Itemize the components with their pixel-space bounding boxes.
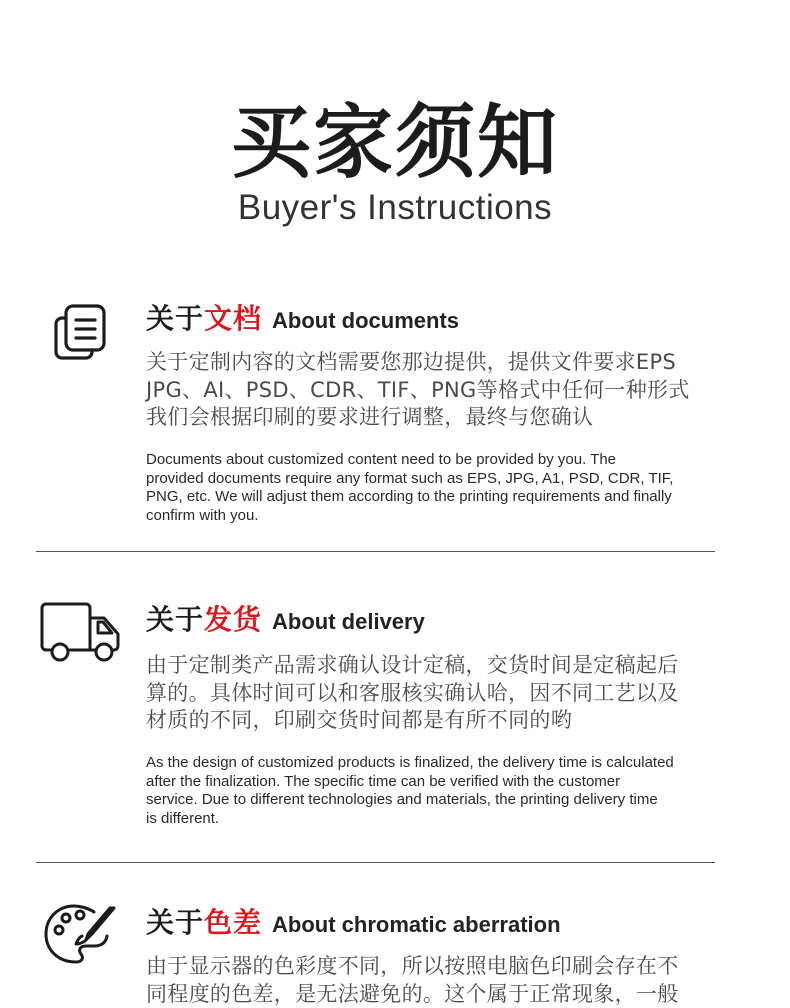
- body-cn-line: 关于定制内容的文档需要您那边提供，提供文件要求EPS: [146, 349, 706, 377]
- body-cn-line: 由于定制类产品需求确认设计定稿，交货时间是定稿起后: [146, 652, 706, 680]
- body-en-line: PNG, etc. We will adjust them according to the printing requirements and finally: [146, 488, 702, 507]
- body-cn-line: 同程度的色差，是无法避免的。这个属于正常现象，一般: [146, 981, 706, 1008]
- body-en-line: As the design of customized products is finalized, the delivery time is calculated: [146, 754, 702, 773]
- document-icon: [52, 302, 108, 366]
- body-english: [146, 451, 702, 525]
- page-subtitle: Buyer's Instructions: [0, 186, 790, 230]
- section-heading: [146, 297, 459, 337]
- section-heading: [146, 598, 425, 638]
- body-en-line: is different.: [146, 810, 702, 829]
- heading-cn-prefix: 关于: [146, 603, 204, 636]
- body-cn-line: JPG、AI、PSD、CDR、TIF、PNG等格式中任何一种形式: [146, 377, 706, 405]
- section-divider: [36, 862, 715, 863]
- body-cn-line: 由于显示器的色彩度不同，所以按照电脑色印刷会存在不: [146, 953, 706, 981]
- heading-cn-highlight: 发货: [204, 603, 262, 636]
- body-en-line: confirm with you.: [146, 507, 702, 526]
- section-heading: [146, 901, 561, 941]
- body-cn-line: 我们会根据印刷的要求进行调整，最终与您确认: [146, 404, 706, 432]
- body-en-line: after the finalization. The specific time can be verified with the customer: [146, 773, 702, 792]
- heading-cn-prefix: 关于: [146, 906, 204, 939]
- body-chinese: [146, 349, 706, 432]
- body-cn-line: 材质的不同，印刷交货时间都是有所不同的哟: [146, 707, 706, 735]
- body-en-line: service. Due to different technologies and materials, the printing delivery time: [146, 791, 702, 810]
- delivery-truck-icon: [40, 602, 122, 668]
- body-chinese: [146, 652, 706, 735]
- body-en-line: Documents about customized content need to be provided by you. The: [146, 451, 702, 470]
- section-divider: [36, 551, 715, 552]
- heading-cn-highlight: 文档: [204, 302, 262, 335]
- heading-cn-highlight: 色差: [204, 906, 262, 939]
- body-english: [146, 754, 702, 828]
- heading-en: About delivery: [272, 609, 425, 634]
- heading-en: About documents: [272, 308, 459, 333]
- palette-icon: [44, 904, 118, 970]
- heading-en: About chromatic aberration: [272, 912, 560, 937]
- body-en-line: provided documents require any format such as EPS, JPG, A1, PSD, CDR, TIF,: [146, 470, 702, 489]
- heading-cn-prefix: 关于: [146, 302, 204, 335]
- page-title: 买家须知: [0, 98, 790, 188]
- body-cn-line: 算的。具体时间可以和客服核实确认哈，因不同工艺以及: [146, 680, 706, 708]
